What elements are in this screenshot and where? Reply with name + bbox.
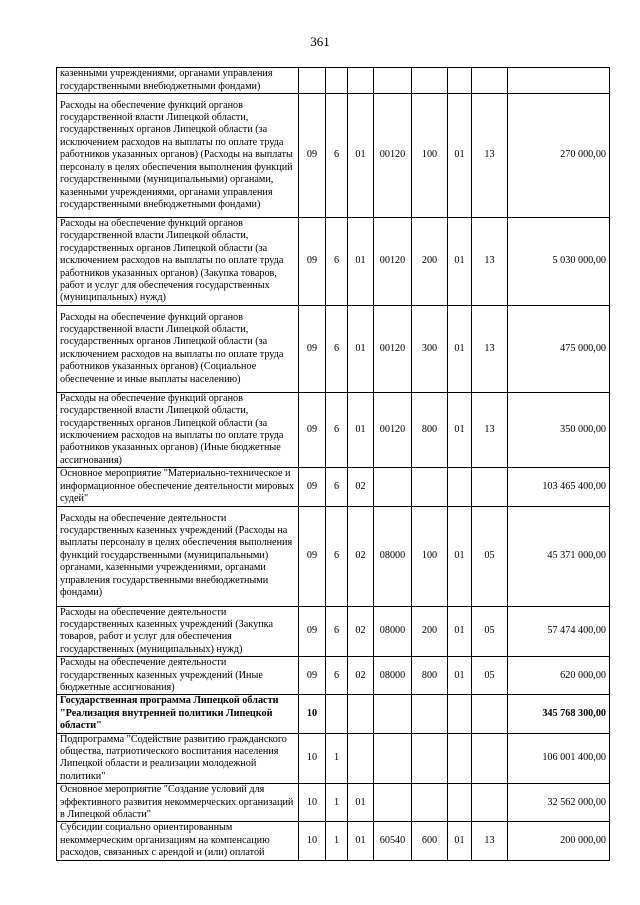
row-direction: 00120 [374, 218, 412, 306]
row-section: 01 [448, 305, 472, 392]
row-section [448, 68, 472, 94]
row-subprogram [326, 695, 348, 733]
row-direction [374, 468, 412, 506]
row-expense-type: 800 [412, 657, 448, 695]
row-main-event: 01 [348, 305, 374, 392]
row-name: Государственная программа Липецкой области "Реализация внутренней политики Липецкой области" [57, 695, 299, 733]
row-amount: 200 000,00 [508, 822, 610, 860]
table-row [57, 695, 610, 733]
table-row [57, 218, 610, 306]
row-direction [374, 68, 412, 94]
row-section [448, 468, 472, 506]
table-row [57, 657, 610, 695]
row-subprogram: 6 [326, 218, 348, 306]
row-section: 01 [448, 822, 472, 860]
row-section [448, 695, 472, 733]
row-expense-type: 300 [412, 305, 448, 392]
row-main-event: 01 [348, 94, 374, 218]
row-expense-type [412, 733, 448, 784]
row-amount: 106 001 400,00 [508, 733, 610, 784]
row-subprogram: 6 [326, 392, 348, 467]
row-expense-type [412, 695, 448, 733]
row-section: 01 [448, 657, 472, 695]
table-row [57, 506, 610, 606]
row-main-event: 02 [348, 606, 374, 657]
row-expense-type: 100 [412, 94, 448, 218]
row-subprogram: 6 [326, 305, 348, 392]
row-subprogram: 6 [326, 468, 348, 506]
row-section: 01 [448, 606, 472, 657]
row-subprogram: 6 [326, 506, 348, 606]
row-subsection: 05 [472, 506, 508, 606]
row-name: Расходы на обеспечение функций органов государственной власти Липецкой области, государственных органов Липецкой области (за исключением расходов на выплаты по оплате труда работников указанных органов) (Иные бюджетные ассигнования) [57, 392, 299, 467]
row-main-event [348, 733, 374, 784]
row-direction [374, 695, 412, 733]
row-subsection: 13 [472, 305, 508, 392]
row-subsection [472, 733, 508, 784]
row-subsection: 05 [472, 606, 508, 657]
row-subprogram: 6 [326, 606, 348, 657]
row-amount: 32 562 000,00 [508, 784, 610, 822]
row-main-event: 01 [348, 822, 374, 860]
table-row [57, 606, 610, 657]
table-row [57, 305, 610, 392]
row-direction [374, 733, 412, 784]
row-name: Подпрограмма "Содействие развитию гражданского общества, патриотического воспитания населения Липецкой области и реализации молодежной политики" [57, 733, 299, 784]
row-main-event: 02 [348, 506, 374, 606]
row-main-event: 02 [348, 657, 374, 695]
row-name: казенными учреждениями, органами управления государственными внебюджетными фондами) [57, 68, 299, 94]
row-expense-type: 600 [412, 822, 448, 860]
row-subsection: 13 [472, 392, 508, 467]
row-subsection: 13 [472, 94, 508, 218]
row-glava: 09 [299, 468, 326, 506]
row-expense-type: 100 [412, 506, 448, 606]
row-direction: 08000 [374, 506, 412, 606]
row-glava: 09 [299, 94, 326, 218]
row-amount: 475 000,00 [508, 305, 610, 392]
row-subprogram: 1 [326, 784, 348, 822]
row-expense-type: 200 [412, 218, 448, 306]
row-glava: 09 [299, 305, 326, 392]
row-main-event [348, 68, 374, 94]
row-main-event: 01 [348, 218, 374, 306]
row-expense-type: 800 [412, 392, 448, 467]
row-subprogram: 1 [326, 733, 348, 784]
row-glava: 09 [299, 657, 326, 695]
row-direction: 08000 [374, 657, 412, 695]
row-glava: 10 [299, 695, 326, 733]
row-subprogram: 6 [326, 657, 348, 695]
table-row [57, 68, 610, 94]
table-row [57, 94, 610, 218]
row-amount: 350 000,00 [508, 392, 610, 467]
row-direction: 08000 [374, 606, 412, 657]
row-expense-type [412, 784, 448, 822]
row-section [448, 784, 472, 822]
row-amount [508, 68, 610, 94]
page-number: 361 [310, 34, 330, 49]
row-amount: 45 371 000,00 [508, 506, 610, 606]
row-glava: 10 [299, 822, 326, 860]
row-glava: 09 [299, 606, 326, 657]
row-amount: 103 465 400,00 [508, 468, 610, 506]
row-subprogram [326, 68, 348, 94]
row-subsection: 05 [472, 657, 508, 695]
row-direction: 00120 [374, 392, 412, 467]
row-glava: 09 [299, 506, 326, 606]
row-amount: 270 000,00 [508, 94, 610, 218]
budget-table [56, 67, 610, 861]
row-section: 01 [448, 94, 472, 218]
row-subsection [472, 468, 508, 506]
row-name: Субсидии социально ориентированным некоммерческим организациям на компенсацию расходов, связанных с арендой и (или) оплатой [57, 822, 299, 860]
row-section [448, 733, 472, 784]
row-main-event: 02 [348, 468, 374, 506]
row-name: Основное мероприятие "Материально-техническое и информационное обеспечение деятельности мировых судей" [57, 468, 299, 506]
row-glava: 09 [299, 218, 326, 306]
row-amount: 620 000,00 [508, 657, 610, 695]
row-name: Расходы на обеспечение функций органов государственной власти Липецкой области, государственных органов Липецкой области (за исключением расходов на выплаты по оплате труда работников указанных органов) (Закупка товаров, работ и услуг для обеспечения государственных (муниципальных) нужд) [57, 218, 299, 306]
row-main-event: 01 [348, 784, 374, 822]
row-name: Расходы на обеспечение функций органов государственной власти Липецкой области, государственных органов Липецкой области (за исключением расходов на выплаты по оплате труда работников указанных органов) (Расходы на выплаты персоналу в целях обеспечения выполнения функций государственными (муниципальными) органами, казенными учреждениями, органами управления государственными внебюджетными фондами) [57, 94, 299, 218]
row-glava [299, 68, 326, 94]
row-section: 01 [448, 218, 472, 306]
row-glava: 10 [299, 784, 326, 822]
row-direction [374, 784, 412, 822]
table-row [57, 733, 610, 784]
row-name: Основное мероприятие "Создание условий для эффективного развития некоммерческих организаций в Липецкой области" [57, 784, 299, 822]
row-subsection: 13 [472, 218, 508, 306]
row-amount: 57 474 400,00 [508, 606, 610, 657]
row-amount: 345 768 300,00 [508, 695, 610, 733]
table-row [57, 784, 610, 822]
row-glava: 09 [299, 392, 326, 467]
row-subsection [472, 784, 508, 822]
row-amount: 5 030 000,00 [508, 218, 610, 306]
row-direction: 00120 [374, 94, 412, 218]
row-subprogram: 1 [326, 822, 348, 860]
row-subprogram: 6 [326, 94, 348, 218]
row-name: Расходы на обеспечение деятельности государственных казенных учреждений (Расходы на выплаты персоналу в целях обеспечения выполнения функций государственными (муниципальными) органами, казенными учреждениями, органами управления государственными внебюджетными фондами) [57, 506, 299, 606]
row-main-event: 01 [348, 392, 374, 467]
row-subsection [472, 68, 508, 94]
table-row [57, 392, 610, 467]
row-name: Расходы на обеспечение деятельности государственных казенных учреждений (Иные бюджетные ассигнования) [57, 657, 299, 695]
row-subsection [472, 695, 508, 733]
row-expense-type: 200 [412, 606, 448, 657]
table-row [57, 822, 610, 860]
row-glava: 10 [299, 733, 326, 784]
row-expense-type [412, 468, 448, 506]
row-name: Расходы на обеспечение деятельности государственных казенных учреждений (Закупка товаров, работ и услуг для обеспечения государственных (муниципальных) нужд) [57, 606, 299, 657]
row-section: 01 [448, 392, 472, 467]
row-main-event [348, 695, 374, 733]
row-direction: 00120 [374, 305, 412, 392]
row-direction: 60540 [374, 822, 412, 860]
table-row [57, 468, 610, 506]
row-name: Расходы на обеспечение функций органов государственной власти Липецкой области, государственных органов Липецкой области (за исключением расходов на выплаты по оплате труда работников указанных органов) (Социальное обеспечение и иные выплаты населению) [57, 305, 299, 392]
row-expense-type [412, 68, 448, 94]
row-section: 01 [448, 506, 472, 606]
row-subsection: 13 [472, 822, 508, 860]
